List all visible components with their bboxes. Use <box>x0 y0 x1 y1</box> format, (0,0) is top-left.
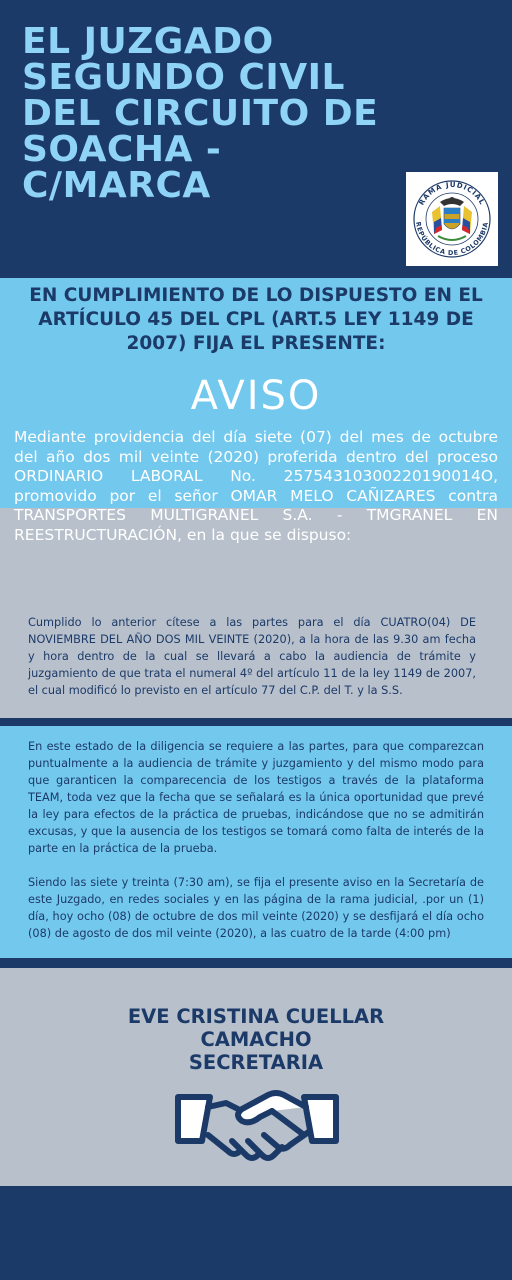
coat-of-arms-seal-icon <box>406 172 498 266</box>
court-title-line-4: SOACHA - <box>22 129 222 170</box>
intro-text: EN CUMPLIMIENTO DE LO DISPUESTO EN EL ARTÍCULO 45 DEL CPL (ART.5 LEY 1149 DE 2007) FIJA EL PRESENTE: <box>29 285 483 354</box>
aviso-title: AVISO <box>190 373 322 419</box>
court-title-line-2: SEGUNDO CIVIL <box>22 57 345 98</box>
divider <box>0 958 512 968</box>
handshake-icon <box>172 1085 342 1167</box>
court-title-line-5: C/MARCA <box>22 165 211 206</box>
court-title-line-3: DEL CIRCUITO DE <box>22 93 379 134</box>
signature-name-line-2: CAMACHO <box>200 1028 312 1051</box>
divider <box>0 718 512 726</box>
aviso-body: Mediante providencia del día siete (07) del mes de octubre del año dos mil veinte (2020) proferida dentro del proceso ORDINARIO LABORAL No. 25754310300220190014O, promovido por el señor OMAR MELO CAÑIZARES contra TRANSPORTES MULTIGRANEL S.A. - TMGRANEL EN REESTRUCTURACIÓN, en la que se dispuso: <box>14 428 498 544</box>
diligencia-paragraph-2: Siendo las siete y treinta (7:30 am), se fija el presente aviso en la Secretaría de este Juzgado, en redes sociales y en las página de la rama judicial, .por un (1) día, hoy ocho (08) de octubre de dos mil veinte (2020) y se desfijará el día ocho (08) de agosto de dos mil veinte (2020), a las cuatro de la tarde (4:00 pm) <box>28 876 484 940</box>
diligencia-paragraph-1: En este estado de la diligencia se requiere a las partes, para que comparezcan puntualmente a la audiencia de trámite y juzgamiento y del mismo modo para que garanticen la comparecencia de los testigos a través de la plataforma TEAM, toda vez que la fecha que se señalará es la única oportunidad que prevé la ley para efectos de la práctica de pruebas, indicándose que no se admitirán excusas, y que la ausencia de los testigos se tomará como falta de interés de la parte en la práctica de la prueba. <box>28 740 484 855</box>
seal-bottom-text: REPÚBLICA DE COLOMBIA <box>414 221 490 258</box>
diligencia-text <box>28 738 484 959</box>
signature-block <box>0 1005 512 1074</box>
footer-band <box>0 1186 512 1280</box>
signature-name-line-1: EVE CRISTINA CUELLAR <box>127 1005 385 1028</box>
header <box>0 0 512 278</box>
court-title-line-1: EL JUZGADO <box>22 21 274 62</box>
signature-role: SECRETARIA <box>188 1051 324 1074</box>
court-title <box>22 21 402 206</box>
intro-band <box>0 278 512 363</box>
seal-top-text: RAMA JUDICIAL <box>417 180 487 207</box>
rama-judicial-seal <box>404 170 500 268</box>
cita-text: Cumplido lo anterior cítese a las partes para el día CUATRO(04) DE NOVIEMBRE DEL AÑO DOS MIL VEINTE (2020), a la hora de las 9.30 am fecha y hora dentro de la cual se llevará a cabo la audiencia de trámite y juzgamiento de que trata el numeral 4º del artículo 11 de la ley 1149 de 2007, el cual modificó lo previsto en el artículo 77 del C.P. del T. y la S.S. <box>28 616 476 697</box>
